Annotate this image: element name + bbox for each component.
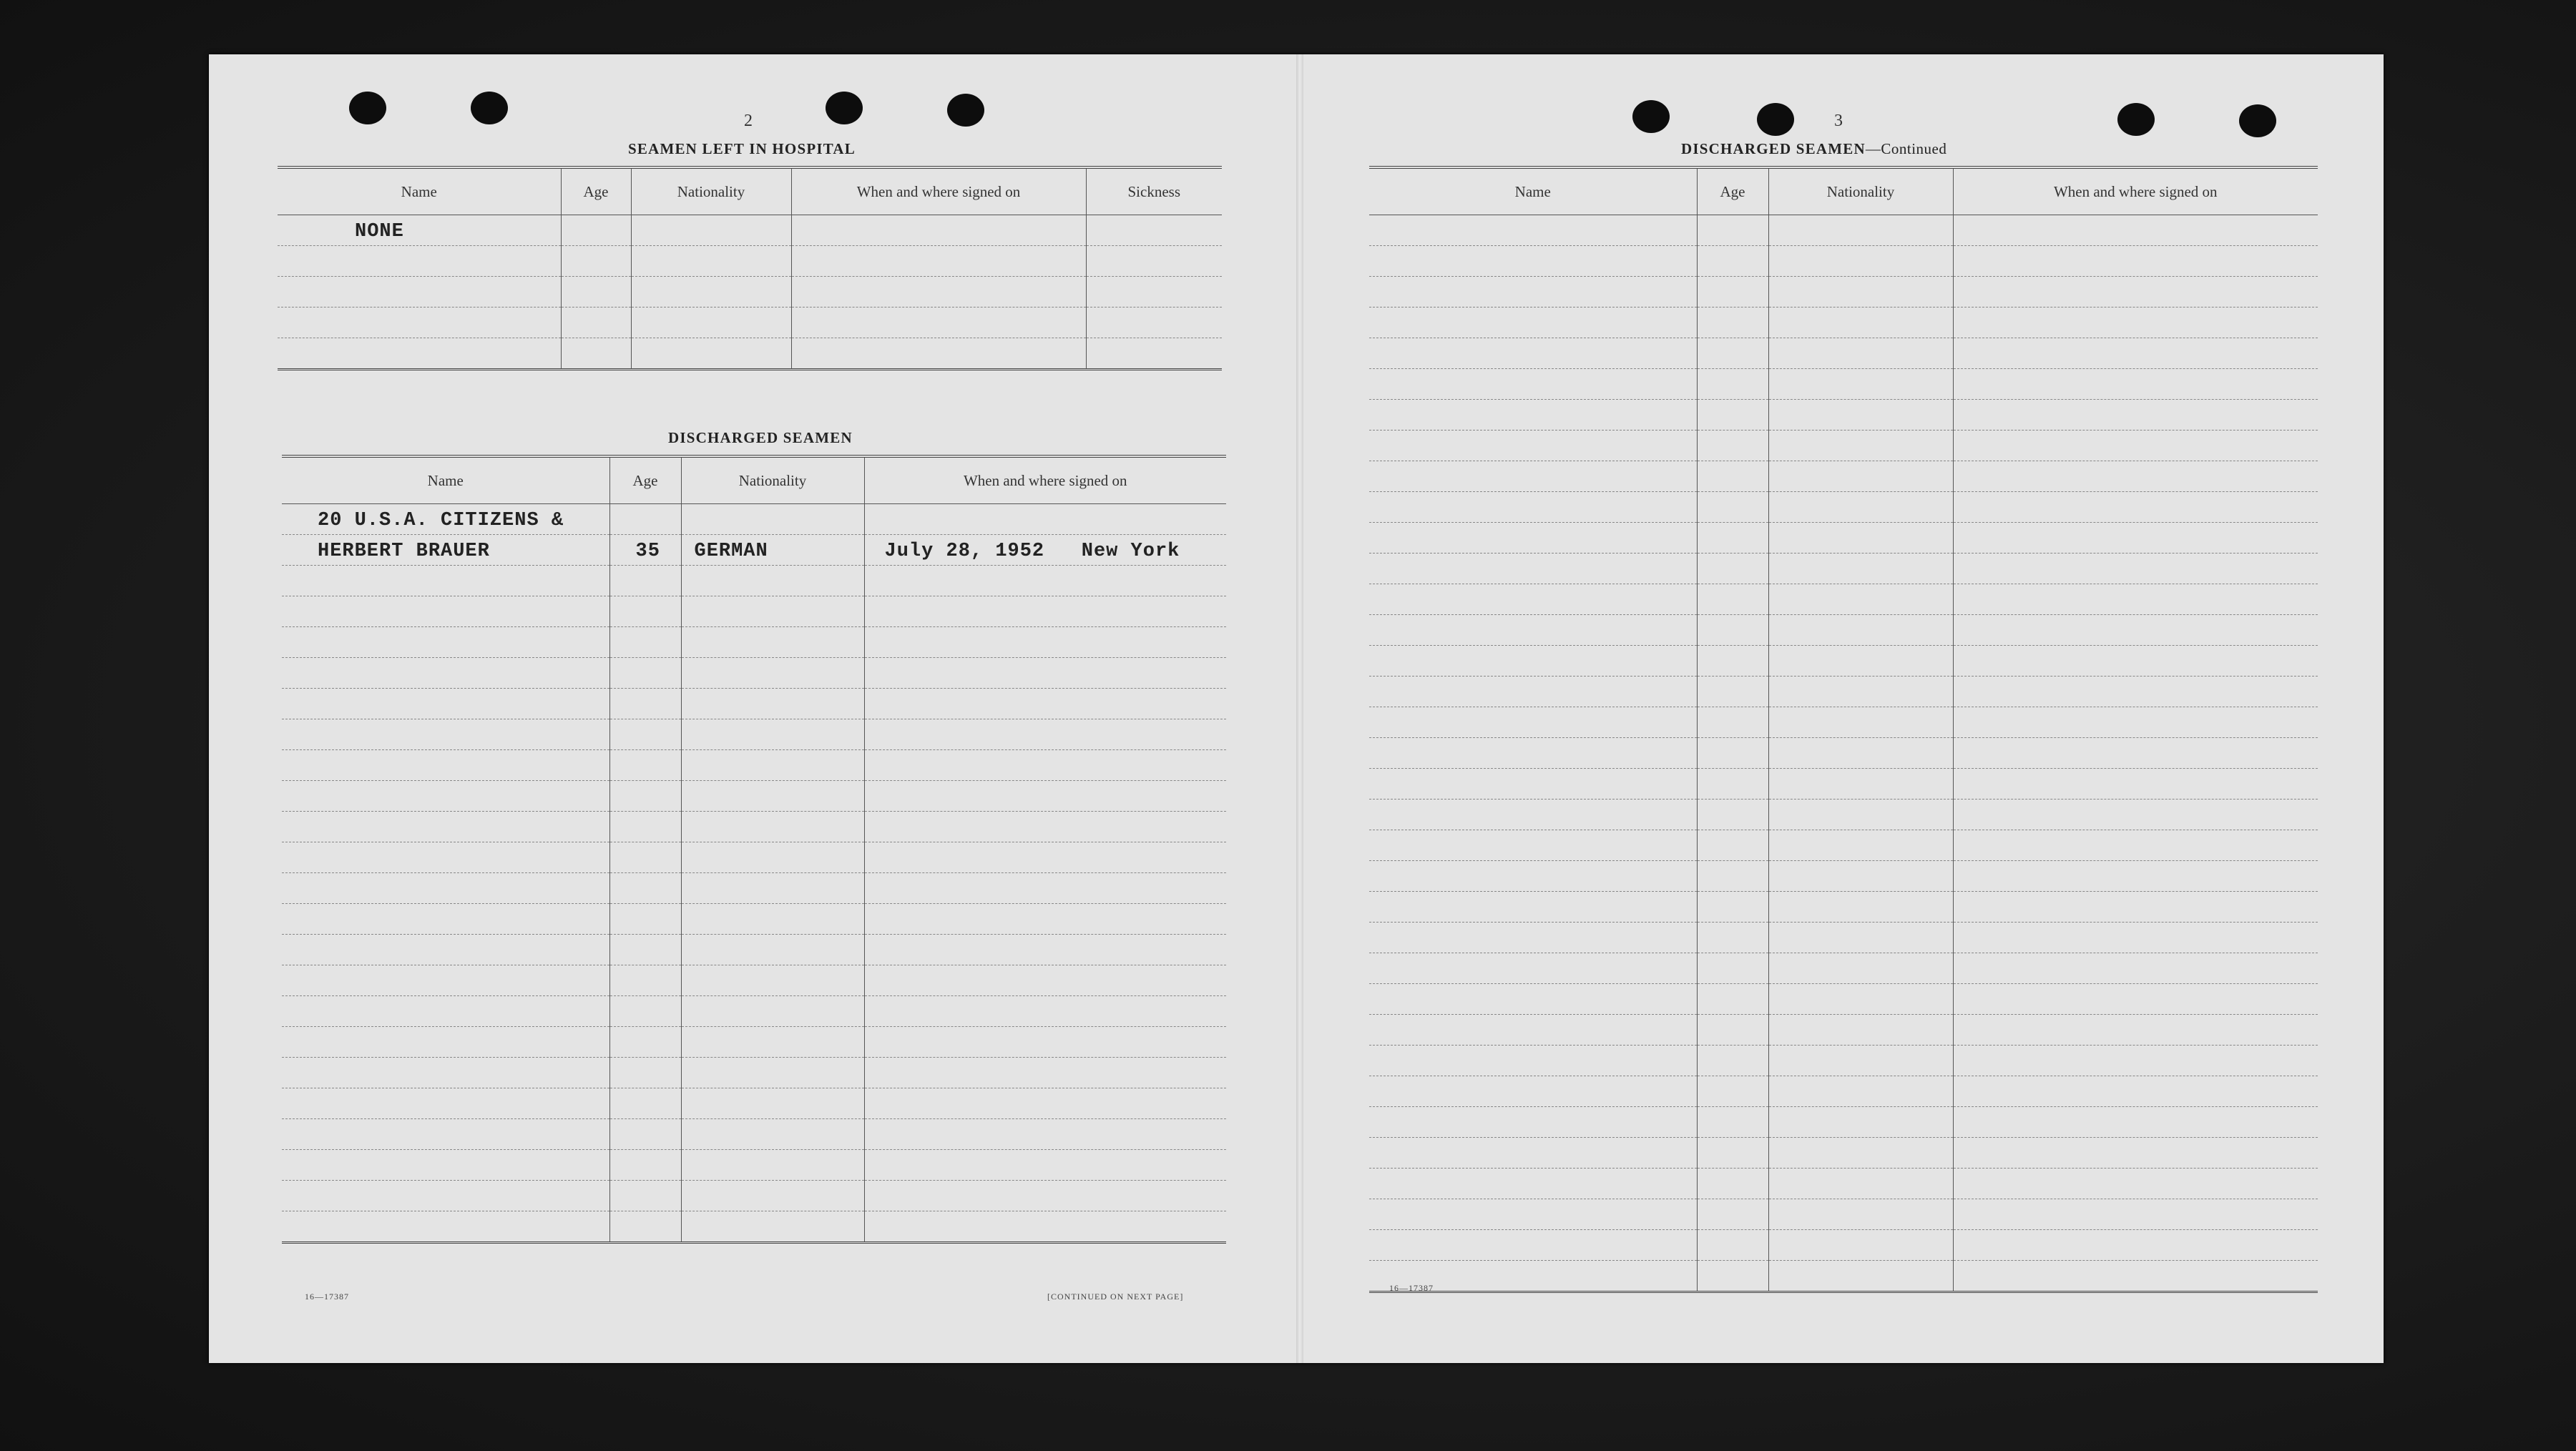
table-row: [282, 1027, 1226, 1058]
table-row: [282, 1088, 1226, 1119]
hospital-name-cell: NONE: [355, 221, 404, 242]
table-row: [1369, 338, 2318, 369]
table-header-row: [282, 456, 1226, 504]
table-row: [282, 1119, 1226, 1150]
column-header: Age: [1697, 167, 1768, 215]
punch-hole: [947, 94, 984, 127]
table-row: [1369, 461, 2318, 492]
table-row: [282, 965, 1226, 996]
table-row: [1369, 861, 2318, 892]
page-number: 3: [1834, 112, 1843, 130]
table-row: [1369, 923, 2318, 953]
punch-hole: [1757, 103, 1794, 136]
table-row: [1369, 892, 2318, 923]
table-row: [1369, 523, 2318, 554]
column-header: Age: [609, 456, 681, 504]
punch-hole: [471, 92, 508, 124]
table-row: [282, 566, 1226, 596]
discharged-nationality-cell: GERMAN: [694, 541, 768, 562]
column-header: Name: [282, 456, 609, 504]
continued-note: [CONTINUED ON NEXT PAGE]: [1047, 1292, 1184, 1302]
table-row: [1369, 215, 2318, 246]
column-header: Sickness: [1086, 167, 1222, 215]
discharged-name-cell: HERBERT BRAUER: [318, 541, 490, 562]
punch-hole: [349, 92, 386, 124]
table-row: [282, 812, 1226, 842]
right-title-suffix: —Continued: [1865, 140, 1947, 157]
document-spread: [209, 54, 2384, 1363]
table-row: [278, 246, 1222, 277]
page-number: 2: [744, 112, 753, 130]
page-fold: [1296, 54, 1303, 1363]
table-header-row: [1369, 167, 2318, 215]
punch-hole: [826, 92, 863, 124]
table-row: [278, 215, 1222, 246]
hospital-table: [278, 166, 1222, 370]
table-row: [282, 1150, 1226, 1181]
table-row: [282, 689, 1226, 719]
table-row: [1369, 1015, 2318, 1046]
column-header: Name: [1369, 167, 1697, 215]
table-row: [282, 842, 1226, 873]
table-row: [1369, 308, 2318, 338]
table-row: [1369, 554, 2318, 584]
table-row: [1369, 738, 2318, 769]
table-row: [282, 1211, 1226, 1243]
table-row: [1369, 1230, 2318, 1261]
table-row: [1369, 584, 2318, 615]
table-row: [282, 935, 1226, 965]
table-row: [1369, 369, 2318, 400]
form-number: 16—17387: [305, 1292, 349, 1302]
table-row: [1369, 984, 2318, 1015]
table-row: [278, 338, 1222, 370]
table-row: [282, 627, 1226, 658]
table-row: [282, 658, 1226, 689]
discharged-section-title: DISCHARGED SEAMEN: [668, 429, 853, 446]
table-row: [282, 904, 1226, 935]
column-header: Age: [561, 167, 631, 215]
table-row: [282, 873, 1226, 904]
table-row: [278, 308, 1222, 338]
right-title-main: DISCHARGED SEAMEN: [1681, 140, 1866, 157]
column-header: Nationality: [631, 167, 791, 215]
table-row: [1369, 1169, 2318, 1199]
column-header: When and where signed on: [864, 456, 1226, 504]
table-row: [1369, 1107, 2318, 1138]
column-header: Name: [278, 167, 561, 215]
table-row: [1369, 953, 2318, 984]
table-row: [1369, 1076, 2318, 1107]
table-row: [1369, 800, 2318, 830]
table-row: [282, 750, 1226, 781]
table-row: [1369, 431, 2318, 461]
table-row: [282, 596, 1226, 627]
table-row: [282, 1058, 1226, 1088]
table-header-row: [278, 167, 1222, 215]
punch-hole: [2117, 103, 2155, 136]
table-row: [282, 996, 1226, 1027]
table-row: [282, 781, 1226, 812]
right-section-title: [1681, 140, 1946, 158]
column-header: Nationality: [1768, 167, 1953, 215]
discharged-age-cell: 35: [635, 541, 660, 562]
table-row: [1369, 1138, 2318, 1169]
table-row: [1369, 1046, 2318, 1076]
table-row: [1369, 277, 2318, 308]
table-row: [282, 1181, 1226, 1211]
table-row: [1369, 615, 2318, 646]
table-row: [1369, 1261, 2318, 1292]
column-header: Nationality: [681, 456, 864, 504]
discharged-name-cell: 20 U.S.A. CITIZENS &: [318, 510, 564, 531]
table-row: [282, 504, 1226, 535]
column-header: When and where signed on: [791, 167, 1086, 215]
table-row: [1369, 492, 2318, 523]
table-row: [1369, 769, 2318, 800]
punch-hole: [2239, 104, 2276, 137]
table-row: [1369, 400, 2318, 431]
table-row: [1369, 830, 2318, 861]
table-row: [282, 719, 1226, 750]
table-row: [1369, 1199, 2318, 1230]
discharged-continued-table: [1369, 166, 2318, 1293]
punch-hole: [1632, 100, 1670, 133]
discharged-signed-on-cell: July 28, 1952 New York: [884, 541, 1180, 562]
table-row: [1369, 707, 2318, 738]
table-row: [1369, 677, 2318, 707]
hospital-section-title: SEAMEN LEFT IN HOSPITAL: [628, 140, 856, 157]
table-row: [1369, 646, 2318, 677]
discharged-table: [282, 455, 1226, 1244]
table-row: [278, 277, 1222, 308]
table-row: [282, 535, 1226, 566]
table-row: [1369, 246, 2318, 277]
column-header: When and where signed on: [1953, 167, 2318, 215]
form-number: 16—17387: [1389, 1283, 1434, 1293]
